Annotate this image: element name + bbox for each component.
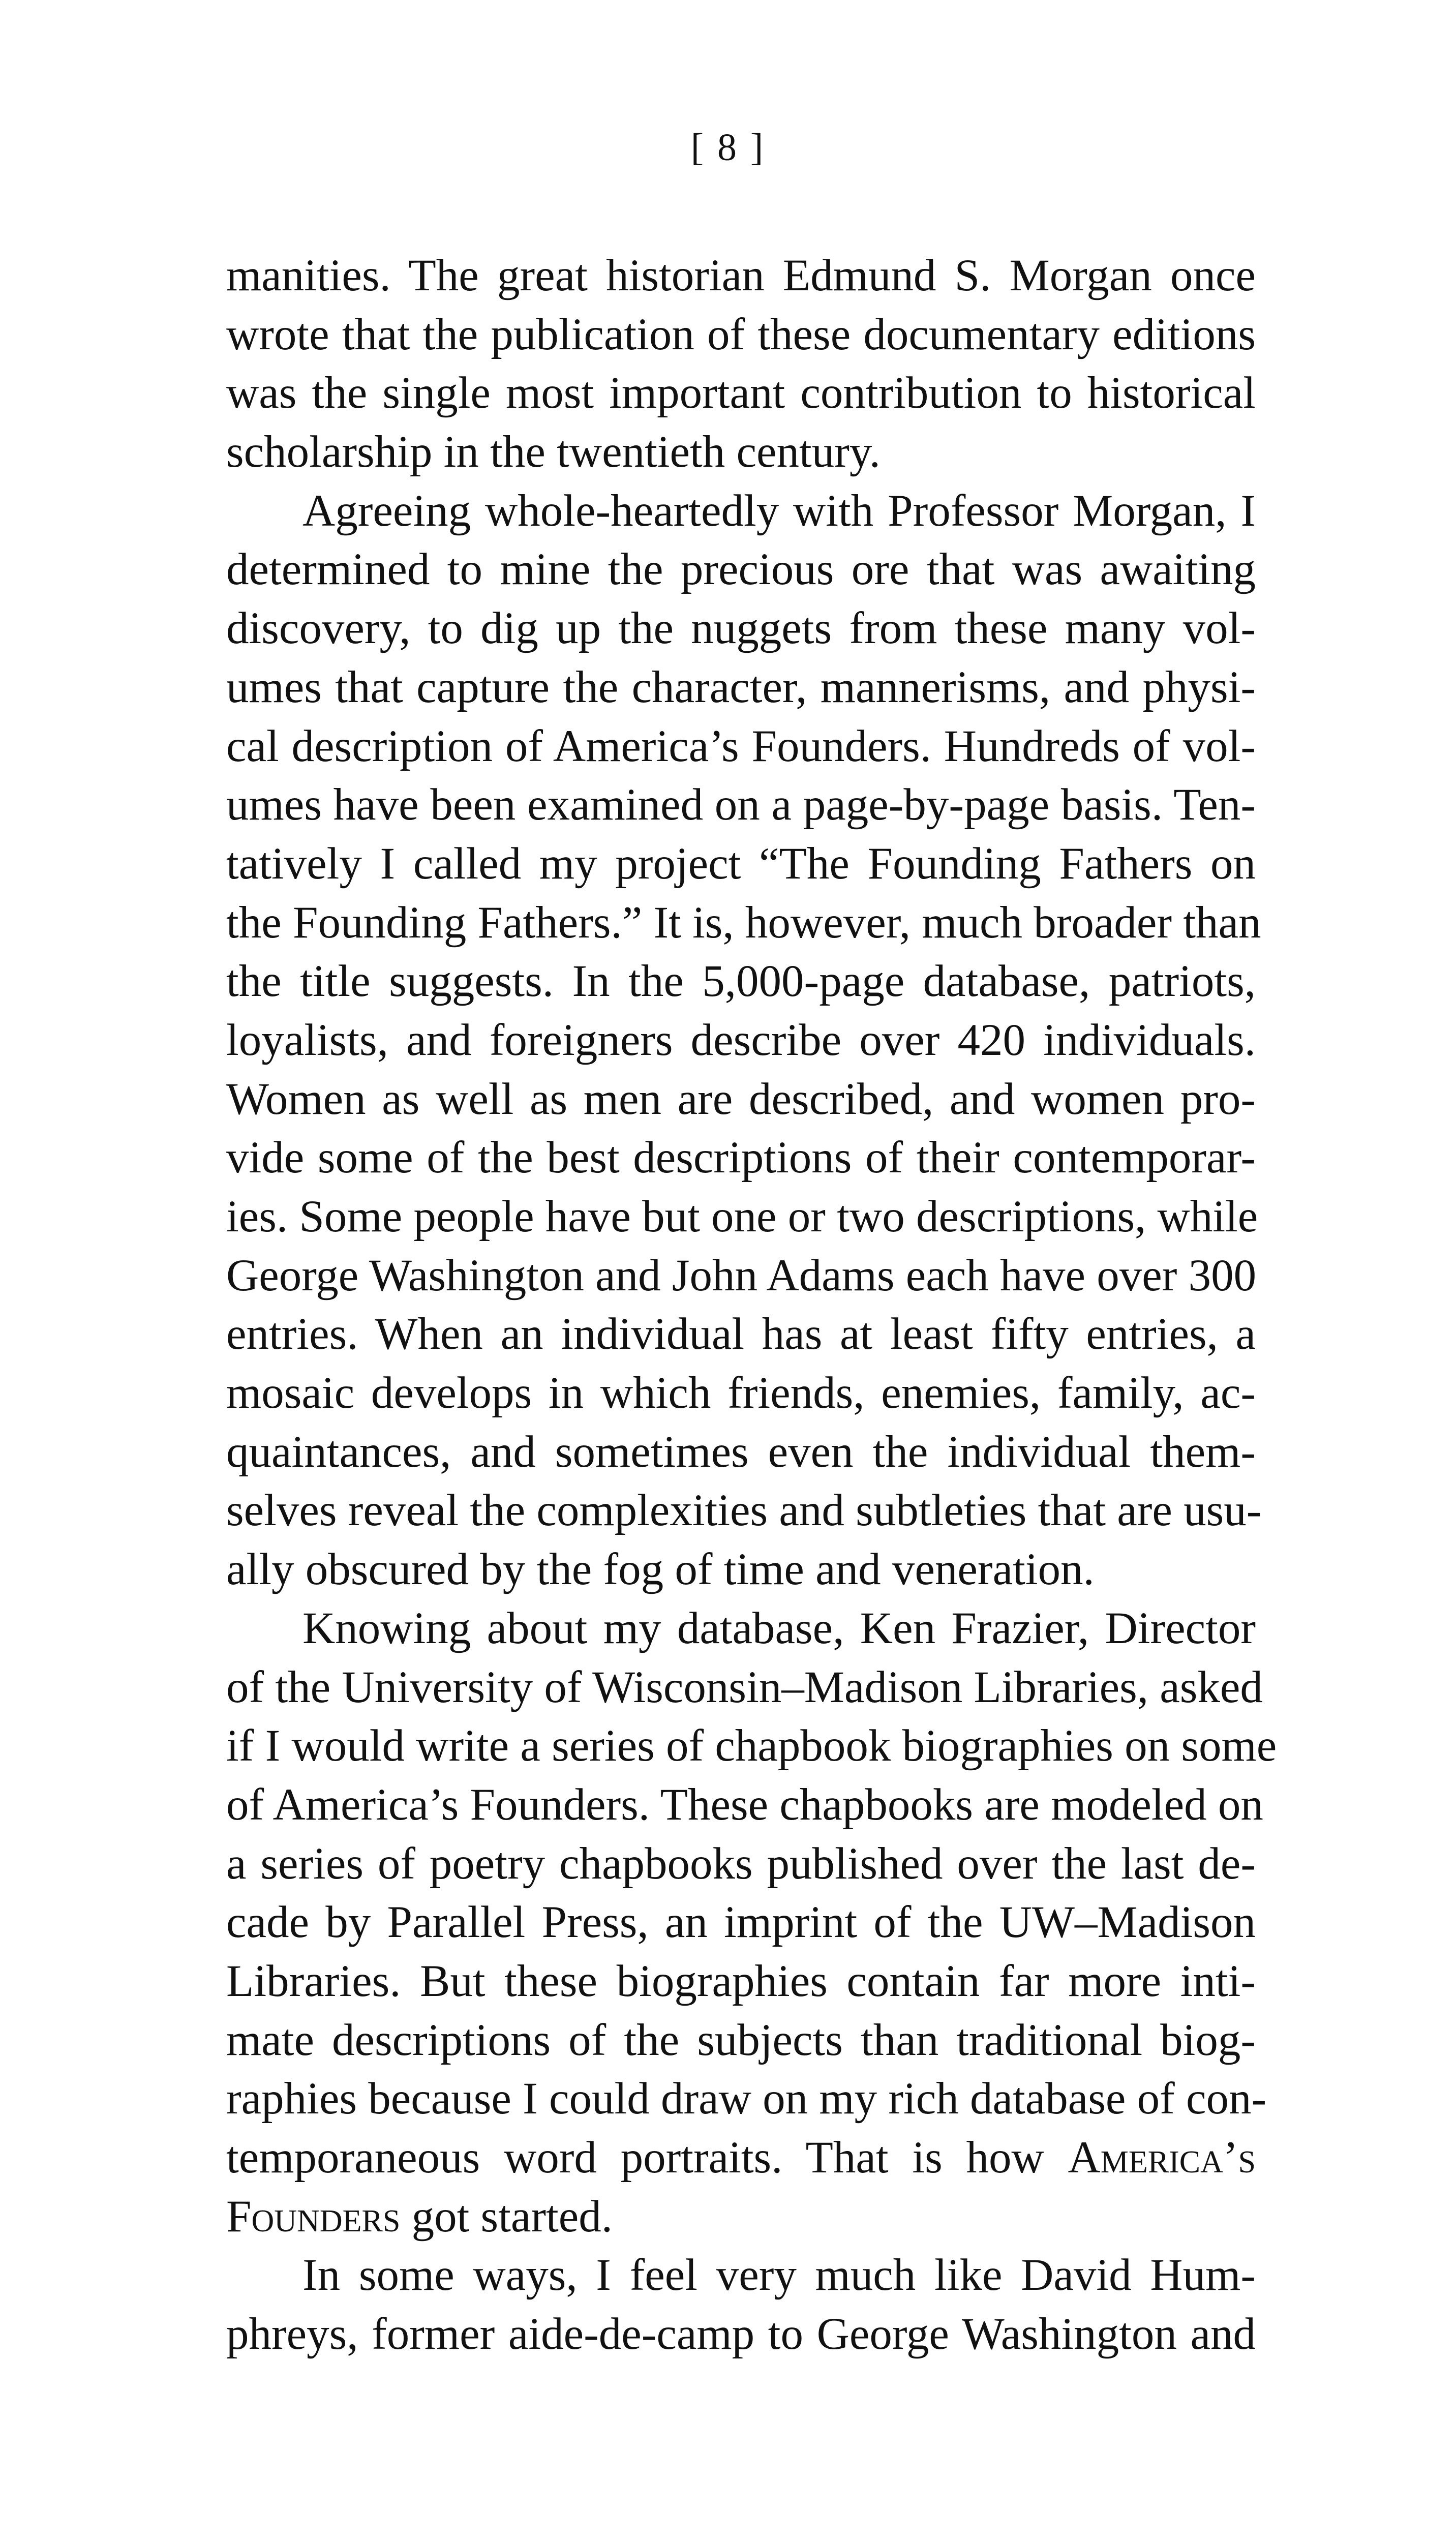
text-line: Libraries. But these biographies contain far more inti- (226, 1956, 1256, 2006)
text-line: cal description of America’s Founders. Hundreds of vol- (226, 721, 1256, 771)
text-line: determined to mine the precious ore that was awaiting (226, 544, 1256, 595)
text-line: of the University of Wisconsin–Madison Libraries, asked (226, 1662, 1263, 1712)
text-line: ies. Some people have but one or two descriptions, while (226, 1192, 1258, 1242)
text-line: wrote that the publication of these documentary editions (226, 309, 1256, 359)
text-line: discovery, to dig up the nuggets from these many vol- (226, 603, 1256, 654)
text-line: if I would write a series of chapbook biographies on some (226, 1721, 1277, 1771)
text-line: entries. When an individual has at least fifty entries, a (226, 1309, 1256, 1359)
text-line: In some ways, I feel very much like David Hum- (302, 2250, 1256, 2301)
text-line: the title suggests. In the 5,000-page database, patriots, (226, 956, 1256, 1007)
text-line: George Washington and John Adams each have over 300 (226, 1250, 1257, 1300)
text-line: Founders got started. (226, 2191, 613, 2242)
text-line: loyalists, and foreigners describe over 420 individuals. (226, 1015, 1256, 1065)
text-line: phreys, former aide-de-camp to George Washington and (226, 2309, 1256, 2359)
text-line: umes that capture the character, mannerisms, and physi- (226, 662, 1256, 712)
body-text (226, 247, 1277, 2364)
text-line: the Founding Fathers.” It is, however, much broader than (226, 897, 1261, 948)
text-line: a series of poetry chapbooks published over the last de- (226, 1838, 1256, 1889)
text-line: umes have been examined on a page-by-page basis. Ten- (226, 780, 1256, 830)
text-line: selves reveal the complexities and subtleties that are usu- (226, 1486, 1262, 1536)
text-line: scholarship in the twentieth century. (226, 427, 881, 477)
text-line: raphies because I could draw on my rich database of con- (226, 2074, 1267, 2124)
text-line: temporaneous word portraits. That is how America’s (226, 2133, 1256, 2183)
text-line: cade by Parallel Press, an imprint of the UW–Madison (226, 1897, 1256, 1948)
text-line: quaintances, and sometimes even the individual them- (226, 1427, 1256, 1477)
text-line: Agreeing whole-heartedly with Professor Morgan, I (302, 486, 1256, 536)
text-line: mosaic develops in which friends, enemies, family, ac- (226, 1368, 1256, 1418)
text-line: Knowing about my database, Ken Frazier, Director (302, 1603, 1256, 1653)
text-line: mate descriptions of the subjects than traditional biog- (226, 2015, 1256, 2065)
page-number: [ 8 ] (690, 126, 766, 169)
text-line: ally obscured by the fog of time and veneration. (226, 1545, 1095, 1595)
text-line: Women as well as men are described, and women pro- (226, 1074, 1256, 1124)
text-line: was the single most important contribution to historical (226, 368, 1256, 418)
text-line: tatively I called my project “The Founding Fathers on (226, 838, 1256, 889)
text-line: of America’s Founders. These chapbooks are modeled on (226, 1779, 1263, 1830)
text-line: manities. The great historian Edmund S. Morgan once (226, 251, 1256, 300)
text-line: vide some of the best descriptions of their contemporar- (226, 1133, 1256, 1183)
